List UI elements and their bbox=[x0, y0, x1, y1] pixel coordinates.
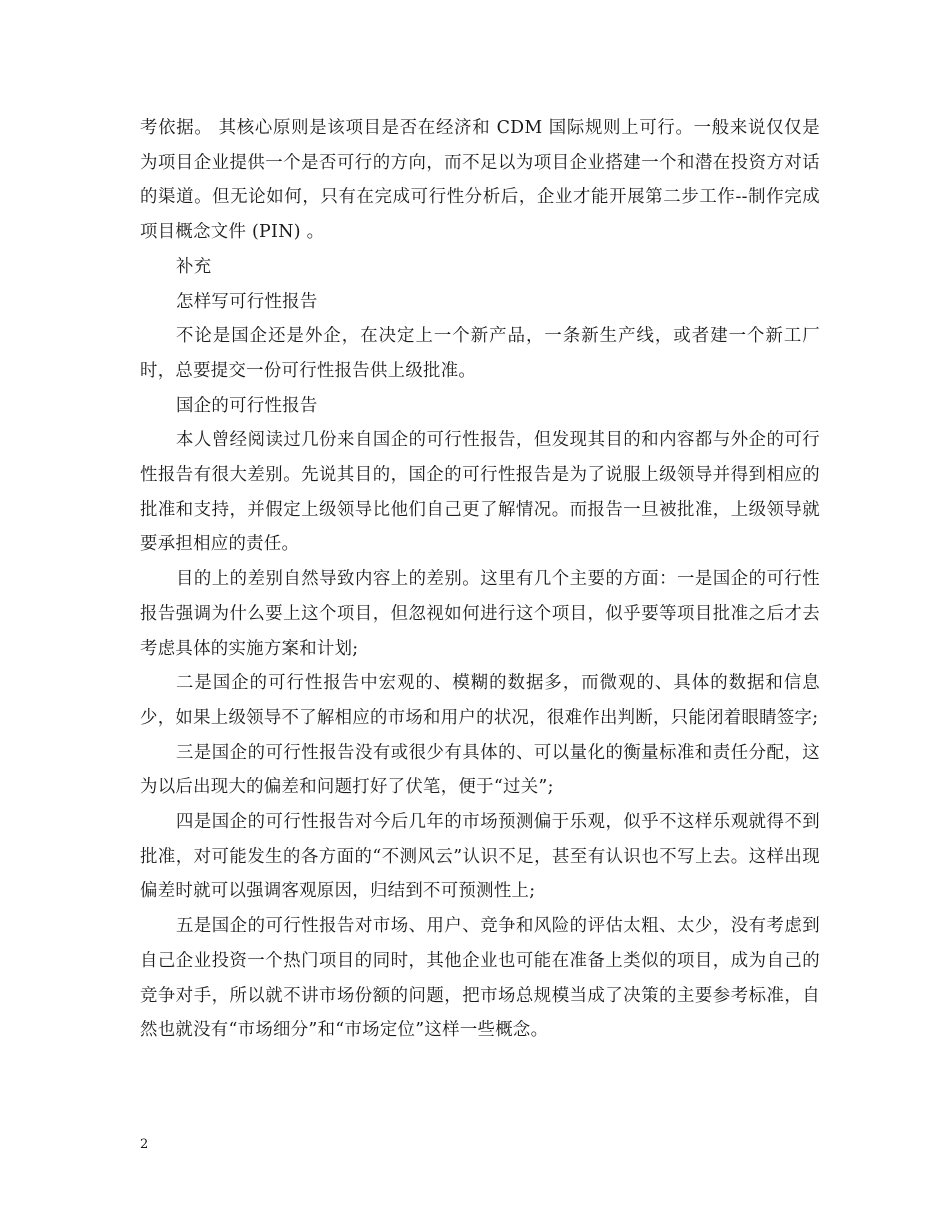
paragraph-intro: 不论是国企还是外企，在决定上一个新产品，一条新生产线，或者建一个新工厂时，总要提交一份可行性报告供上级批准。 bbox=[140, 326, 820, 381]
document-body bbox=[140, 111, 820, 1048]
paragraph-supplement-label: 补充 bbox=[176, 256, 212, 277]
section-heading-how-to-write: 怎样写可行性报告 bbox=[176, 291, 318, 312]
paragraph-point-two: 二是国企的可行性报告中宏观的、模糊的数据多，而微观的、具体的数据和信息少，如果上级领导不了解相应的市场和用户的状况，很难作出判断，只能闭着眼睛签字; bbox=[140, 673, 820, 728]
paragraph-point-four: 四是国企的可行性报告对今后几年的市场预测偏于乐观，似乎不这样乐观就得不到批准，对可能发生的各方面的“不测风云”认识不足，甚至有认识也不写上去。这样出现偏差时就可以强调客观原因，归结到不可预测性上; bbox=[140, 812, 820, 902]
paragraph-point-three: 三是国企的可行性报告没有或很少有具体的、可以量化的衡量标准和责任分配，这为以后出现大的偏差和问题打好了伏笔，便于“过关”; bbox=[140, 742, 820, 798]
paragraph-soe-purpose: 本人曾经阅读过几份来自国企的可行性报告，但发现其目的和内容都与外企的可行性报告有很大差别。先说其目的，国企的可行性报告是为了说服上级领导并得到相应的批准和支持，并假定上级领导比他们自己更了解情况。而报告一旦被批准，上级领导就要承担相应的责任。 bbox=[140, 430, 820, 555]
page-number: 2 bbox=[140, 1137, 149, 1152]
section-heading-soe-report: 国企的可行性报告 bbox=[176, 395, 318, 416]
paragraph-continuation: 考依据。 其核心原则是该项目是否在经济和 CDM 国际规则上可行。一般来说仅仅是为项目企业提供一个是否可行的方向，而不足以为项目企业搭建一个和潜在投资方对话的渠道。但无论如何，只有在完成可行性分析后，企业才能开展第二步工作--制作完成项目概念文件 (PIN) 。 bbox=[140, 118, 820, 243]
paragraph-point-one: 目的上的差别自然导致内容上的差别。这里有几个主要的方面：一是国企的可行性报告强调为什么要上这个项目，但忽视如何进行这个项目，似乎要等项目批准之后才去考虑具体的实施方案和计划; bbox=[140, 569, 820, 659]
paragraph-point-five: 五是国企的可行性报告对市场、用户、竞争和风险的评估太粗、太少，没有考虑到自己企业投资一个热门项目的同时，其他企业也可能在准备上类似的项目，成为自己的竞争对手，所以就不讲市场份额的问题，把市场总规模当成了决策的主要参考标准，自然也就没有“市场细分”和“市场定位”这样一些概念。 bbox=[140, 916, 820, 1041]
